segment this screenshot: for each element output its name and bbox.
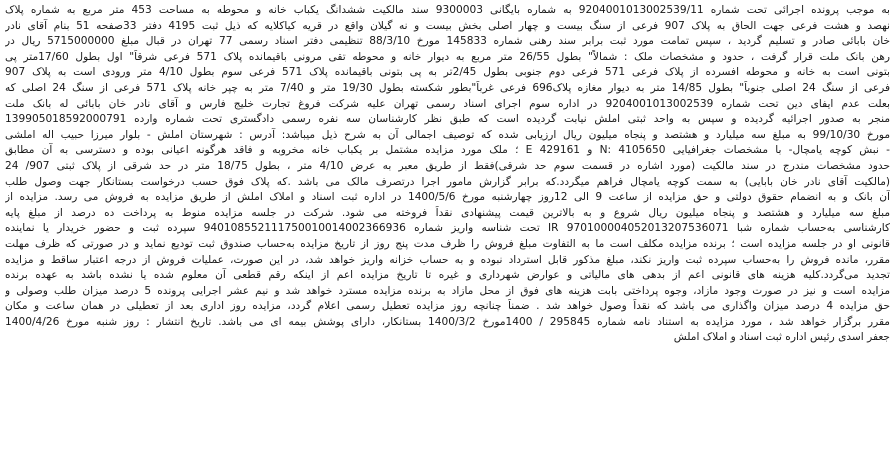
notice-line: نهصد و هشت فرعی جهت الحاق به پلاک 907 فرعی از سنگ بیست و چهار اصلی بخش بیست و نه گیلان واقع در قریه کیاکلایه که ذیل ثبت 4195 دفتر 33صفحه 51 بنام آقای نادر (5, 19, 890, 32)
notice-line: مبلغ سه میلیارد و هشتصد و پنجاه میلیون ریال شروع و به بالاترین قیمت پیشنهادی نقداً فروخته می شود. شرکت در جلسه مزایده منوط به پرداخت ده درصد از مبلغ پایه (5, 206, 890, 219)
notice-line: مقرر، مانده فروش را به‌حساب سپرده ثبت واریز نکند، مبلغ مذکور قابل استرداد نبوده و به حساب خزانه واریز خواهد شد، در این صورت، عملیات فروش از درجه اعتبار ساقط و مزایده (5, 253, 890, 266)
notice-line: بعلت عدم ایفای دین تحت شماره 9204001013002539 در اداره سوم اجرای اسناد رسمی تهران علیه شرکت فروغ تجارت خلیج فارس و آقای نادر خان بابائی له بانک ملت (5, 97, 890, 110)
signature-line: جعفر اسدی رئیس اداره ثبت اسناد و املاک املش (673, 331, 890, 344)
notice-line: به موجب پرونده اجرائی تحت شماره 9204001013002539/11 به شماره بایگانی 9300003 سند مالکیت ششدانگ یکباب خانه و محوطه به مساحت 453 متر مربع به شماره پلاک (5, 4, 890, 16)
notice-line: فرعی از سنگ 24 اصلی جنوباً" بطول 14/85 متر به دیوار مغازه پلاک696 فرعی غرباً"بطور شکسته بطول 19/30 متر و 7/40 متر به چپر خانه پلاک 571 فرعی از سنگ 24 اصلی که (5, 81, 890, 94)
notice-line: حدود مشخصات مندرج در سند مالکیت (مورد اشاره در قسمت سوم حد شرقی)فقط از طریق معبر به عرض 4/10 متر ، بطول 18/75 متر در حد شرقی از پلاک ثبتی 907/ 24 (5, 159, 890, 172)
notice-line: مقرر برگزار خواهد شد ، مورد مزایده به استناد نامه شماره 295845 / 1400مورخ 1400/3/2 بستانکار، دارای پوشش بیمه ای می باشد. تاریخ انتشار : روز شنبه مورخ 1400/4/26 (5, 315, 890, 328)
notice-line: حق مزایده 4 درصد میزان واگذاری می باشد که نقداً وصول خواهد شد . ضمناً چنانچه روز مزایده تعطیل رسمی اعلام گردد، مزایده روز اداری بعد از تعطیلی در همان ساعت و مکان (5, 300, 890, 313)
notice-line: کارشناسی به‌حساب شماره شبا IR 970100004052013207536071 تحت شناسه واریز شماره 940108552111750010014002366936 سپرده ثبت و حضور خریدار یا نماینده (5, 222, 890, 235)
notice-line: (مالکیت آقای نادر خان بابایی) به سمت کوچه یامچال فراهم میگردد.که برابر گزارش مامور اجرا درتصرف مالک می باشد .که پلاک فوق حسب درخواست بستانکار جهت وصول طلب (5, 175, 890, 188)
notice-line: بتونی است به خانه و محوطه افسرده از پلاک فرعی 571 فرعی دوم جنوبی بطول 2/45تر به پی بتونی باقیمانده پلاک 571 فرعی سوم بطول 4/10 متر ورودی است به پلاک 907 (5, 66, 890, 79)
notice-line: - نبش کوچه یامچال- با مشخصات جغرافیایی N: 4105650 و 429161 E ؛ ملک مورد مزایده مشتمل بر یکباب خانه مخروبه و فاقد هرگونه اعیانی بوده و دسترسی به آن مطابق (5, 144, 890, 157)
notice-line: خان بابائی صادر و تسلیم گردید ، سپس تمامت مورد ثبت برابر سند رهنی شماره 145833 مورخ 88/3/10 تنظیمی دفتر اسناد رسمی 77 تهران در قبال مبلغ 5715000000 ریال در (5, 35, 890, 48)
notice-line: آن بانک و به انضمام حقوق دولتی و حق مزایده از ساعت 9 الی 12روز چهارشنبه مورخ 1400/5/6 در اداره ثبت اسناد و املاک املش از طریق مزایده به فروش می رسد. مزایده از (5, 191, 890, 204)
notice-line: مورخ 99/10/30 به مبلغ سه میلیارد و هشتصد و پنجاه میلیون ریال ارزیابی شده که توصیف اجمالی آن به شرح ذیل میباشد: آدرس : شهرستان املش - بلوار میرزا حبیب اله املشی (5, 128, 890, 141)
notice-line: رهن بانک ملت قرار گرفت ، حدود و مشخصات ملک : شمالاً" بطول 26/55 متر مربع به دیوار خانه و محوطه تقی مرونی باقیمانده پلاک 571 فرعی شرقاً" اول بطول 17/60متر پی (5, 50, 890, 63)
notice-line: تجدید می‌گردد.کلیه هزینه های قانونی اعم از بدهی های مالیاتی و عوارض شهرداری و غیره تا تاریخ مزایده اعم از اینکه رقم قطعی آن معلوم شده یا نشده باشد به عهده برنده (5, 269, 890, 282)
notice-line: قانونی او در جلسه مزایده است ؛ برنده مزایده مکلف است ما به التفاوت مبلغ فروش را ظرف مدت پنج روز از تاریخ مزایده به‌حساب صندوق ثبت تودیع نماید و در صورتی که ظرف مهلت (5, 237, 890, 250)
notice-line: مزایده است و نیز در صورت وجود مازاد، وجوه پرداختی بابت هزینه های فوق از محل مازاد به برنده مزایده مسترد خواهد شد و نیم عشر اجرایی پرونده 5 درصد میزان طلب وصولی و (5, 284, 890, 297)
notice-line: منجر به صدور اجرائیه گردیده و سپس به واحد ثبتی املش نیابت گردیده است که طبق نظر کارشناسان سه نفره رسمی دادگستری تحت شماره وارده 139905018592000791 (5, 113, 890, 126)
